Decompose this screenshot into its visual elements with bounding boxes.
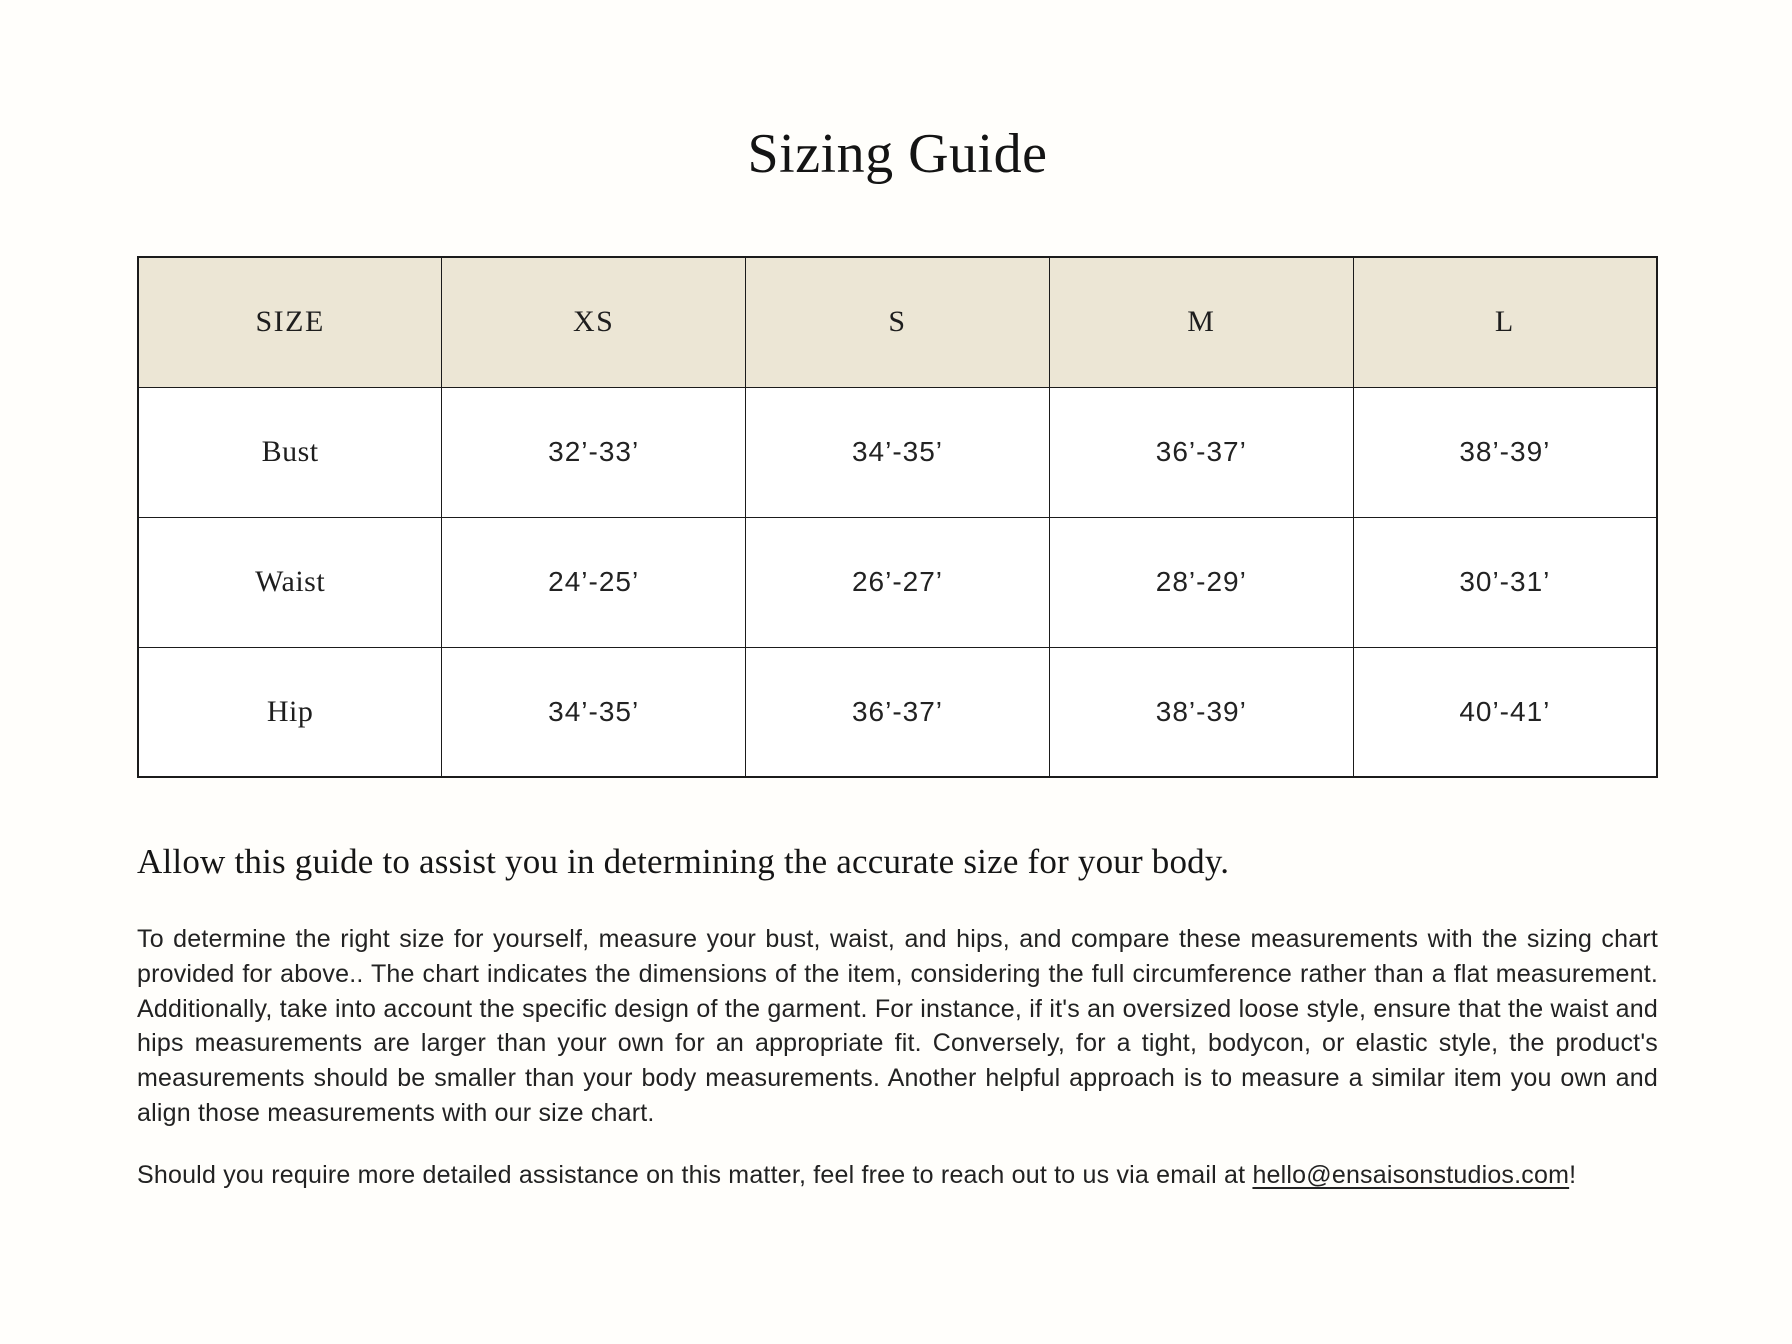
bust-m-value: 36’-37’: [1049, 387, 1353, 517]
column-header-s: S: [746, 257, 1050, 387]
sizing-table: [137, 256, 1658, 778]
column-header-size: SIZE: [138, 257, 442, 387]
waist-l-value: 30’-31’: [1353, 517, 1657, 647]
row-label-waist: Waist: [138, 517, 442, 647]
hip-xs-value: 34’-35’: [442, 647, 746, 777]
table-row-hip: [138, 647, 1657, 777]
waist-m-value: 28’-29’: [1049, 517, 1353, 647]
contact-text-prefix: Should you require more detailed assistance on this matter, feel free to reach out to us via email at: [137, 1160, 1253, 1189]
row-label-bust: Bust: [138, 387, 442, 517]
waist-xs-value: 24’-25’: [442, 517, 746, 647]
bust-s-value: 34’-35’: [746, 387, 1050, 517]
waist-s-value: 26’-27’: [746, 517, 1050, 647]
column-header-l: L: [1353, 257, 1657, 387]
bust-l-value: 38’-39’: [1353, 387, 1657, 517]
contact-text-suffix: !: [1569, 1160, 1577, 1189]
hip-l-value: 40’-41’: [1353, 647, 1657, 777]
email-link[interactable]: hello@ensaisonstudios.com: [1252, 1160, 1570, 1189]
hip-m-value: 38’-39’: [1049, 647, 1353, 777]
column-header-m: M: [1049, 257, 1353, 387]
column-header-xs: XS: [442, 257, 746, 387]
description-paragraph: To determine the right size for yourself, measure your bust, waist, and hips, and compare these measurements with the sizing chart provided for above.. The chart indicates the dimensions of the item, considering the full circumference rather than a flat measurement. Additionally, take into account the specific design of the garment. For instance, if it's an oversized loose style, ensure that the waist and hips measurements are larger than your own for an appropriate fit. Conversely, for a tight, bodycon, or elastic style, the product's measurements should be smaller than your body measurements. Another helpful approach is to measure a similar item you own and align those measurements with our size chart.: [137, 925, 1658, 1127]
bust-xs-value: 32’-33’: [442, 387, 746, 517]
table-row-waist: [138, 517, 1657, 647]
hip-s-value: 36’-37’: [746, 647, 1050, 777]
guide-subtitle: Allow this guide to assist you in determining the accurate size for your body.: [137, 842, 1230, 881]
contact-line: [137, 1161, 1658, 1190]
row-label-hip: Hip: [138, 647, 442, 777]
table-header-row: [138, 257, 1657, 387]
table-row-bust: [138, 387, 1657, 517]
page-title: Sizing Guide: [747, 123, 1048, 185]
